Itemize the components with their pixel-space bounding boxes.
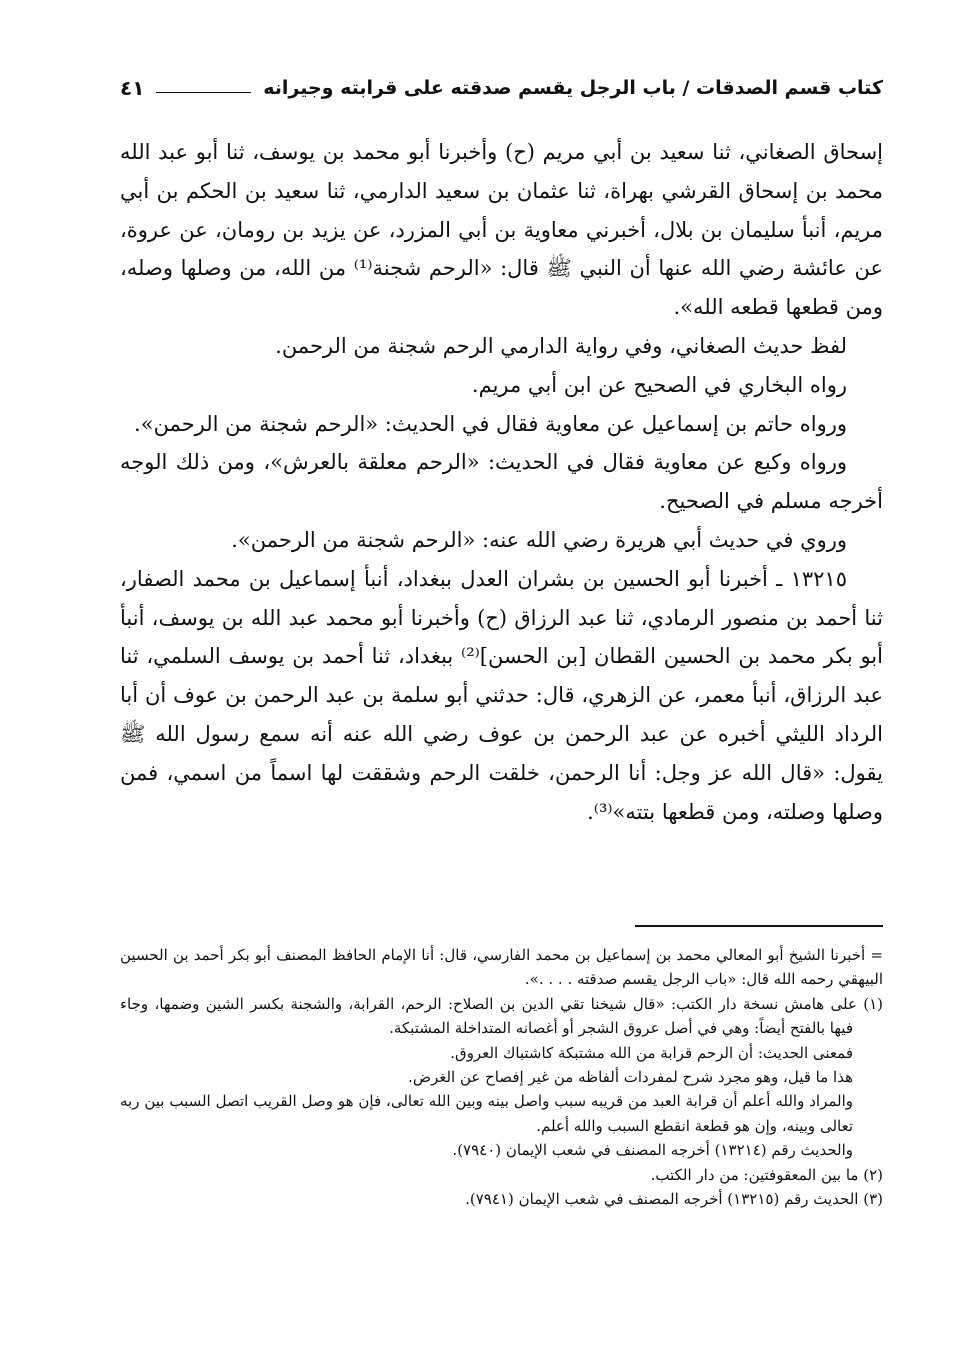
paragraph-bukhari: رواه البخاري في الصحيح عن ابن أبي مريم. [471,372,847,397]
footnote-continuation: = أخبرنا الشيخ أبو المعالي محمد بن إسماعيل بن محمد الفارسي، قال: أنا الإمام الحافظ المصنف أبو بكر أحمد بن الحسين البيهقي رحمه الله قال: «باب الرجل يقسم صدقته . . . .». [120,946,883,989]
footnote-2: (٢) ما بين المعقوفتين: من دار الكتب. [650,1165,883,1184]
running-header [120,70,883,106]
paragraph-waki: ورواه وكيع عن معاوية فقال في الحديث: «الرحم معلقة بالعرش»، ومن ذلك الوجه أخرجه مسلم في الصحيح. [120,450,883,514]
page-number: ٤١ [120,76,145,100]
paragraph-lafz: لفظ حديث الصغاني، وفي رواية الدارمي الرحم شجنة من الرحمن. [275,333,847,358]
footnote-1-line-meaning: فمعنى الحديث: أن الرحم قرابة من الله مشتبكة كاشتباك العروق. [450,1043,853,1062]
main-text [120,133,883,831]
footnote-1-line-reference: والحديث رقم (١٣٢١٤) أخرجه المصنف في شعب الإيمان (٧٩٤٠). [452,1141,853,1160]
header-title: كتاب قسم الصدقات / باب الرجل يقسم صدقته على قرابته وجيرانه [263,77,883,99]
paragraph-hadith-13215: ١٣٢١٥ ـ أخبرنا أبو الحسين بن بشران العدل ببغداد، أنبأ إسماعيل بن محمد الصفار، ثنا أحمد بن منصور الرمادي، ثنا عبد الرزاق (ح) وأخبرنا أبو محمد عبد الله بن يوسف، أنبأ أبو بكر محمد بن الحسين القطان [بن الحسن]⁽²⁾ ببغداد، ثنا أحمد بن يوسف السلمي، ثنا عبد الرزاق، أنبأ معمر، عن الزهري، قال: حدثني أبو سلمة بن عبد الرحمن بن عوف أن أبا الرداد الليثي أخبره عن عبد الرحمن بن عوف رضي الله عنه أنه سمع رسول الله ﷺ يقول: «قال الله عز وجل: أنا الرحمن، خلقت الرحم وشققت لها اسماً من اسمي، فمن وصلها وصلته، ومن قطعها بتته»⁽³⁾. [120,566,883,824]
footnote-1: (١) على هامش نسخة دار الكتب: «قال شيخنا تقي الدين بن الصلاح: الرحم، القرابة، والشجنة بكسر الشين وضمها، وجاء فيها بالفتح أيضاً: وهي في أصل عروق الشجر أو أغصانه المتداخلة المشتبكة. [120,994,883,1038]
footnote-1-line-intent: والمراد والله أعلم أن قرابة العبد من قريبه سبب واصل بينه وبين الله تعالى، فإن هو وصل القريب اتصل السبب بين ربه تعالى وبينه، وإن هو قطعة انقطع السبب والله أعلم. [120,1092,853,1135]
paragraph-abu-hurayra: وروي في حديث أبي هريرة رضي الله عنه: «الرحم شجنة من الرحمن». [231,527,847,552]
paragraph-hatim: ورواه حاتم بن إسماعيل عن معاوية فقال في الحديث: «الرحم شجنة من الرحمن». [134,411,847,436]
footnotes [120,943,883,1211]
footnote-3: (٣) الحديث رقم (١٣٢١٥) أخرجه المصنف في شعب الإيمان (٧٩٤١). [465,1190,883,1209]
paragraph-isnad-continuation: إسحاق الصغاني، ثنا سعيد بن أبي مريم (ح) وأخبرنا أبو محمد بن يوسف، ثنا أبو عبد الله محمد بن إسحاق القرشي بهراة، ثنا عثمان بن سعيد الدارمي، ثنا سعيد بن الحكم بن أبي مريم، أنبأ سليمان بن بلال، أخبرني معاوية بن أبي المزرد، عن يزيد بن رومان، عن عروة، عن عائشة رضي الله عنها أن النبي ﷺ قال: «الرحم شجنة⁽¹⁾ من الله، من وصلها وصله، ومن قطعها قطعه الله». [120,140,883,320]
footnote-divider [635,925,883,927]
footnote-1-line-comment: هذا ما قيل، وهو مجرد شرح لمفردات ألفاظه من غير إفصاح عن الغرض. [408,1068,853,1087]
header-rule [156,92,251,93]
